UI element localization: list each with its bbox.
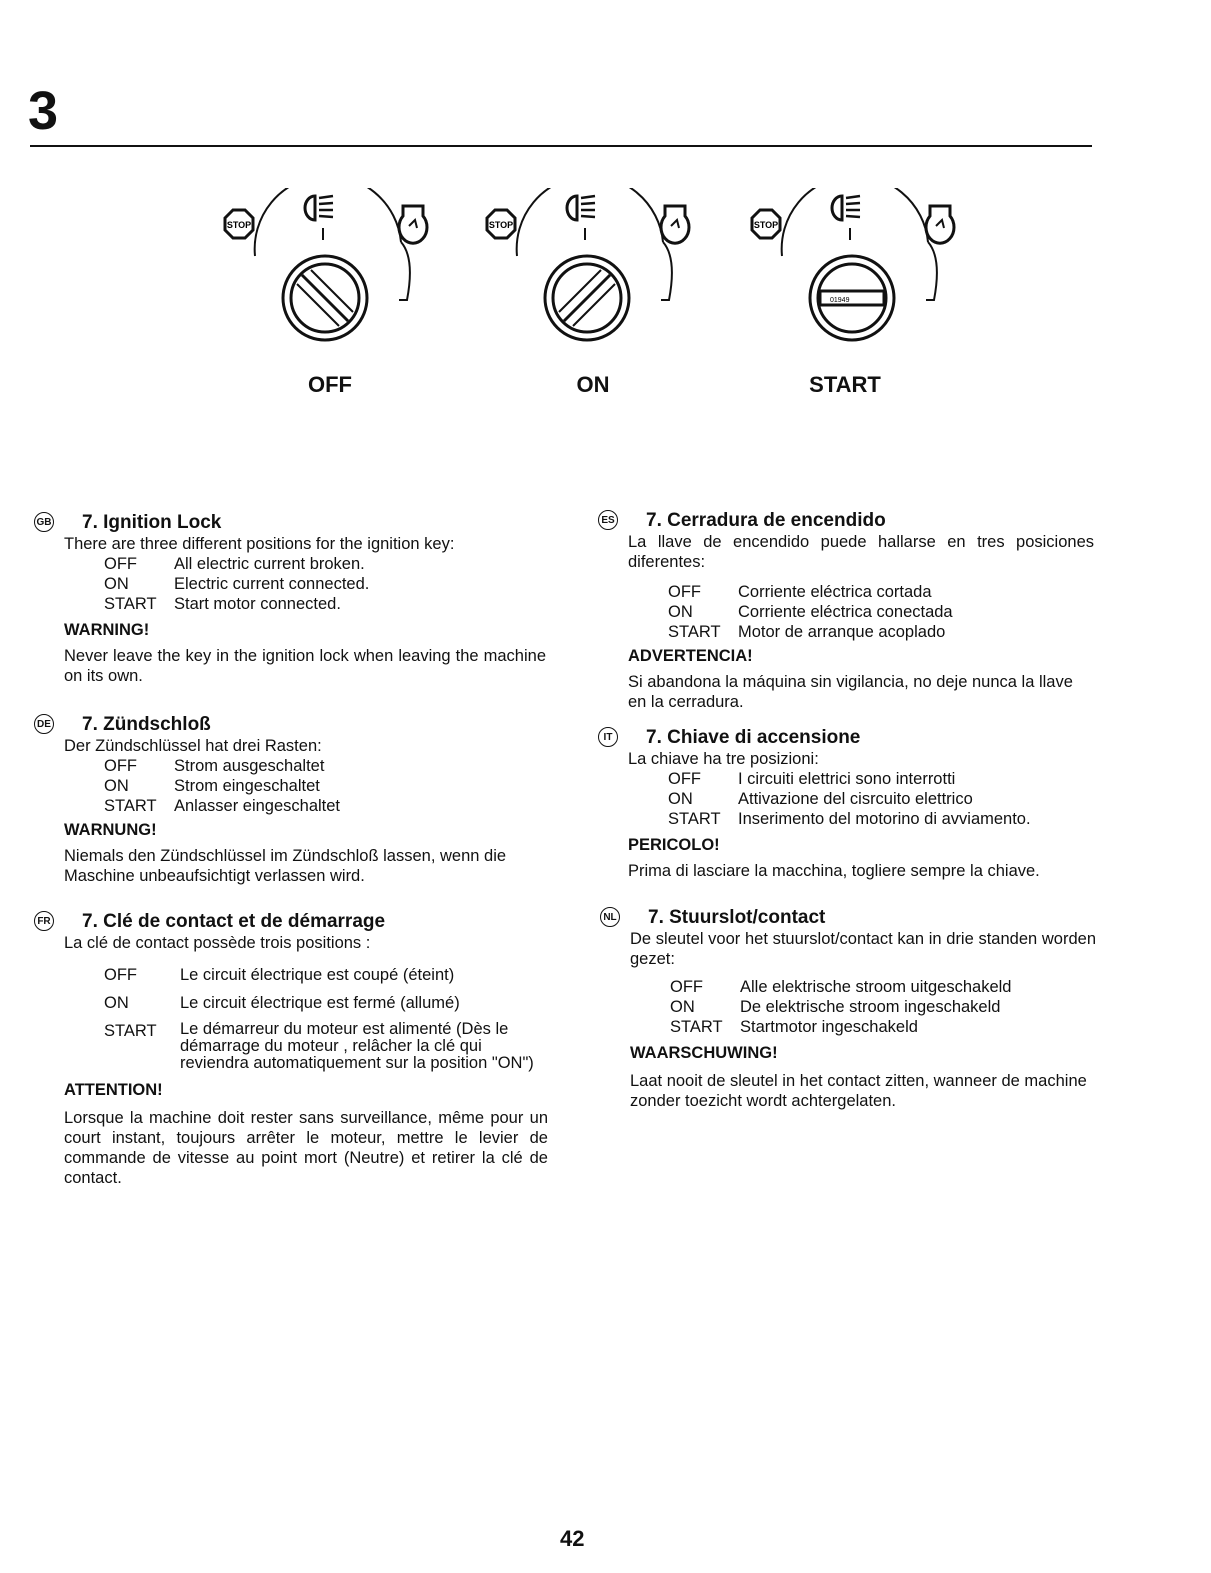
list-item: START Motor de arranque acoplado — [668, 623, 946, 641]
ignition-diagram-off — [215, 188, 455, 368]
key-lock-off — [283, 256, 367, 340]
list-item: OFF Corriente eléctrica cortada — [668, 583, 932, 601]
list-item: ON Attivazione del cisrcuito elettrico — [668, 790, 973, 808]
headlight-icon — [832, 196, 860, 220]
section-nl — [603, 907, 1096, 1111]
section-fr — [37, 911, 548, 1188]
headlight-icon — [567, 196, 595, 220]
position-label-on: ON — [576, 372, 610, 397]
stop-text: STOP — [226, 220, 252, 230]
list-item: OFF I circuiti elettrici sono interrotti — [668, 770, 956, 788]
header-rule — [30, 145, 1092, 147]
warning-text: Laat nooit de sleutel in het contact zitten, wanneer de machine zonder toezicht wordt achtergelaten. — [630, 1072, 1087, 1110]
section-intro: La llave de encendido puede hallarse en tres posiciones diferentes: — [628, 533, 1094, 571]
warning-text: Niemals den Zündschlüssel im Zündschloß lassen, wenn die Maschine unbeaufsichtigt verlassen wird. — [64, 847, 507, 885]
stop-text: STOP — [753, 220, 779, 230]
badge-it-icon: IT — [598, 727, 618, 747]
starter-icon — [399, 206, 427, 243]
warning-title: WARNUNG! — [64, 821, 157, 839]
chapter-number: 3 — [28, 81, 59, 141]
section-title: 7. Chiave di accensione — [646, 727, 861, 748]
list-item: ON Electric current connected. — [104, 575, 370, 593]
warning-text: Lorsque la machine doit rester sans surveillance, même pour un court instant, toujours arrêter le moteur, mettre le levier de commande de vitesse au point mort (Neutre) et retirer la clé de contact. — [64, 1109, 548, 1187]
ignition-diagram-on — [477, 188, 717, 368]
position-label-start: START — [809, 372, 881, 397]
list-item: START Start motor connected. — [104, 595, 341, 613]
section-title: 7. Cerradura de encendido — [646, 510, 886, 531]
section-de — [37, 714, 546, 886]
warning-title: WAARSCHUWING! — [630, 1044, 778, 1062]
section-it — [603, 727, 1094, 881]
warning-text: Prima di lasciare la macchina, togliere sempre la chiave. — [628, 862, 1040, 880]
key-lock-start — [810, 256, 894, 340]
warning-title: ADVERTENCIA! — [628, 647, 753, 665]
warning-text: Never leave the key in the ignition lock when leaving the machine on its own. — [64, 647, 546, 685]
key-lock-on — [545, 256, 629, 340]
stop-icon — [225, 210, 253, 238]
headlight-icon — [305, 196, 333, 220]
badge-de-icon: DE — [34, 714, 54, 734]
badge-nl-icon: NL — [600, 907, 620, 927]
page-number: 42 — [560, 1526, 585, 1551]
slot-text: 01949 — [830, 297, 850, 304]
position-label-off: OFF — [308, 372, 352, 397]
section-intro: Der Zündschlüssel hat drei Rasten: — [64, 737, 322, 755]
section-title: 7. Zündschloß — [82, 714, 211, 735]
section-title: 7. Stuurslot/contact — [648, 907, 826, 928]
list-item: OFF Le circuit électrique est coupé (éteint) — [104, 966, 455, 984]
ignition-diagram-start — [742, 188, 982, 368]
list-item: OFF Strom ausgeschaltet — [104, 757, 325, 775]
list-item: OFF Alle elektrische stroom uitgeschakeld — [670, 978, 1012, 996]
warning-title: WARNING! — [64, 621, 150, 639]
list-item: ON Strom eingeschaltet — [104, 777, 320, 795]
section-intro: De sleutel voor het stuurslot/contact kan in drie standen worden gezet: — [630, 930, 1096, 968]
warning-title: PERICOLO! — [628, 836, 720, 854]
starter-icon — [926, 206, 954, 243]
stop-icon — [752, 210, 780, 238]
badge-fr-icon: FR — [34, 911, 54, 931]
list-item: START Inserimento del motorino di avviamento. — [668, 810, 1031, 828]
badge-gb-icon: GB — [34, 512, 54, 532]
section-title: 7. Ignition Lock — [82, 512, 222, 533]
section-intro: La clé de contact possède trois positions : — [64, 934, 371, 952]
stop-icon — [487, 210, 515, 238]
section-intro: La chiave ha tre posizioni: — [628, 750, 819, 768]
list-item: OFF All electric current broken. — [104, 555, 365, 573]
section-gb — [36, 512, 546, 686]
badge-es-icon: ES — [598, 510, 618, 530]
section-title: 7. Clé de contact et de démarrage — [82, 911, 386, 932]
stop-text: STOP — [488, 220, 514, 230]
warning-title: ATTENTION! — [64, 1081, 163, 1099]
warning-text: Si abandona la máquina sin vigilancia, no deje nunca la llave en la cerradura. — [628, 673, 1073, 711]
list-item: ON De elektrische stroom ingeschakeld — [670, 998, 1001, 1016]
list-item: ON Corriente eléctrica conectada — [668, 603, 953, 621]
list-item: START Startmotor ingeschakeld — [670, 1018, 918, 1036]
list-item: START Anlasser eingeschaltet — [104, 797, 341, 815]
starter-icon — [661, 206, 689, 243]
section-es — [601, 510, 1094, 712]
section-intro: There are three different positions for the ignition key: — [64, 535, 455, 553]
list-item: START Le démarreur du moteur est alimenté (Dès le démarrage du moteur , relâcher la clé qui reviendra automatiquement sur la position "ON") — [104, 1020, 534, 1072]
list-item: ON Le circuit électrique est fermé (allumé) — [104, 994, 460, 1012]
